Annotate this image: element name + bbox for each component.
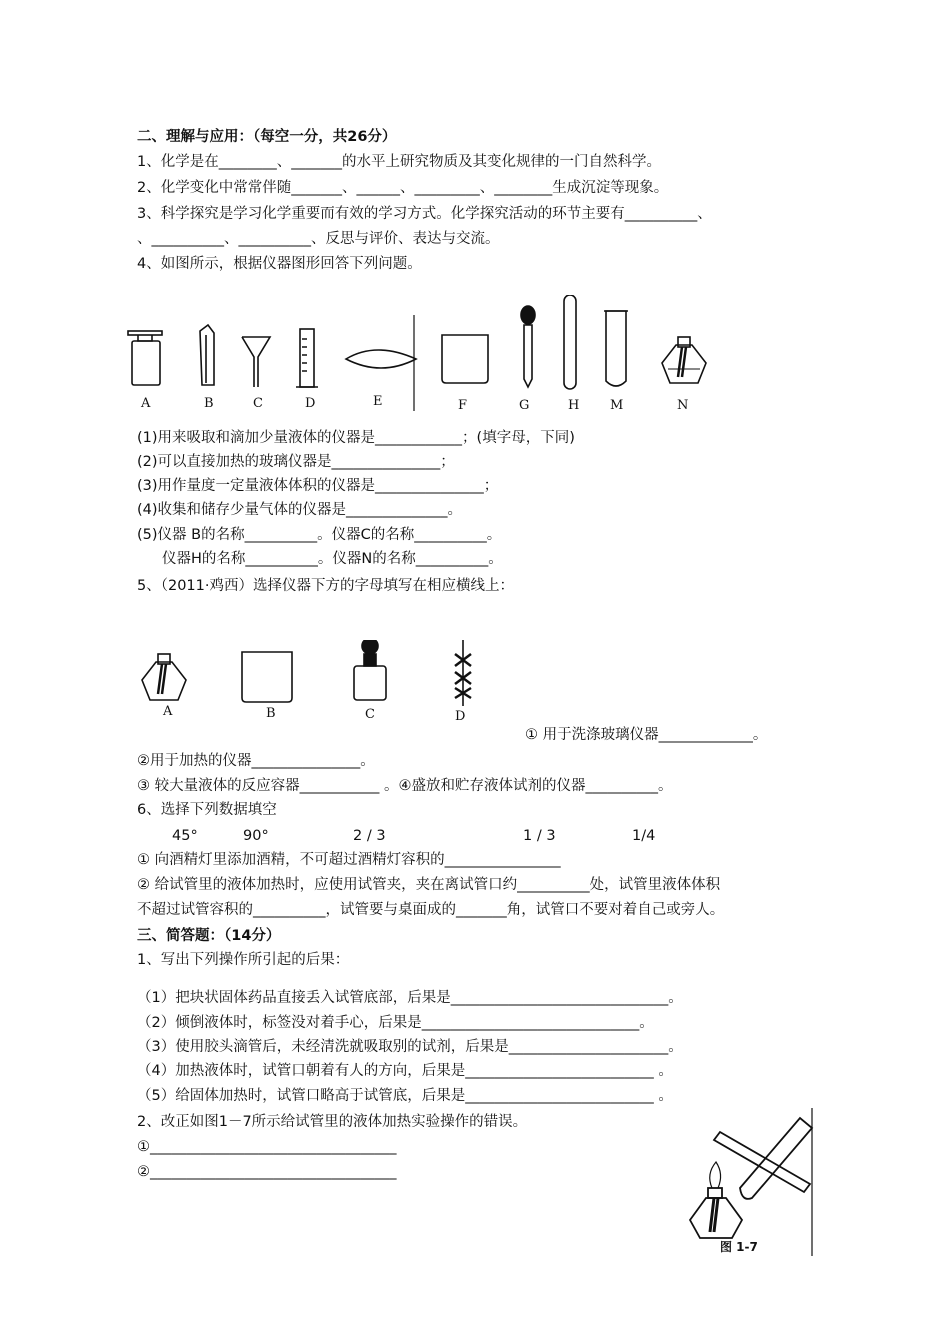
question-2-3a: 3、科学探究是学习化学重要而有效的学习方式。化学探究活动的环节主要有__________、 xyxy=(137,206,712,222)
evaporating-dish-icon xyxy=(346,350,416,368)
alcohol-lamp-icon xyxy=(690,1162,742,1238)
question-3-1-4: （4）加热液体时，试管口朝着有人的方向，后果是__________________________ 。 xyxy=(137,1063,673,1079)
q4-label-b: B xyxy=(204,396,214,411)
question-2-6-2a: ② 给试管里的液体加热时，应使用试管夹，夹在离试管口约__________处，试管里液体体积 xyxy=(137,877,721,893)
tilted-test-tube-icon xyxy=(740,1118,812,1199)
q4-label-a: A xyxy=(141,396,151,411)
question-3-2-1: ①__________________________________ xyxy=(137,1139,397,1155)
q5-label-d: D xyxy=(455,709,466,724)
section3-heading: 三、简答题：（14分） xyxy=(137,928,281,944)
question-2-5-1: ① 用于洗涤玻璃仪器_____________。 xyxy=(525,727,768,743)
q4-label-f: F xyxy=(458,398,468,413)
question-3-1-1: （1）把块状固体药品直接丢入试管底部，后果是______________________________。 xyxy=(137,990,683,1006)
alcohol-lamp-icon xyxy=(662,337,706,383)
beaker-icon xyxy=(442,335,488,383)
q6-option-2: 90° xyxy=(243,828,269,844)
question-2-5-2: ②用于加热的仪器_______________。 xyxy=(137,753,375,769)
question-2-6-1: ① 向酒精灯里添加酒精，不可超过酒精灯容积的________________ xyxy=(137,852,561,868)
q4-label-e: E xyxy=(373,394,383,409)
beaker-icon xyxy=(242,652,292,702)
glass-tube-icon xyxy=(564,295,576,389)
section2-heading: 二、理解与应用：（每空一分，共26分） xyxy=(137,129,397,145)
question-3-2: 2、改正如图1－7所示给试管里的液体加热实验操作的错误。 xyxy=(137,1114,528,1130)
q4-label-c: C xyxy=(253,396,263,411)
q6-option-5: 1/4 xyxy=(632,828,656,844)
q4-label-n: N xyxy=(677,398,689,413)
question-2-3b: 、__________、__________、反思与评价、表达与交流。 xyxy=(137,231,500,247)
q5-label-c: C xyxy=(365,707,375,722)
question-3-1-3: （3）使用胶头滴管后，未经清洗就吸取别的试剂，后果是______________________。 xyxy=(137,1039,683,1055)
q6-option-3: 2 / 3 xyxy=(353,828,386,844)
question-3-1: 1、写出下列操作所引起的后果： xyxy=(137,952,350,968)
q6-option-4: 1 / 3 xyxy=(523,828,556,844)
question-2-2: 2、化学变化中常常伴随_______、______、_________、________生成沉淀等现象。 xyxy=(137,180,669,196)
q4-label-m: M xyxy=(610,398,624,413)
q5-label-a: A xyxy=(163,704,173,719)
question-2-1: 1、化学是在________、_______的水平上研究物质及其变化规律的一门自然科学。 xyxy=(137,154,661,170)
question-2-4-1: (1)用来吸取和滴加少量液体的仪器是____________；(填字母，下同) xyxy=(137,430,575,446)
q4-label-g: G xyxy=(519,398,530,413)
funnel-icon xyxy=(242,337,270,387)
question-2-6-2b: 不超过试管容积的__________，试管要与桌面成的_______角，试管口不要对着自己或旁人。 xyxy=(137,902,725,918)
dropper-bottle-icon xyxy=(354,640,386,700)
question-2-4-5a: (5)仪器 B的名称__________。仪器C的名称__________。 xyxy=(137,527,502,543)
question-2-4-2: (2)可以直接加热的玻璃仪器是_______________； xyxy=(137,454,455,470)
figure-1-7 xyxy=(680,1108,820,1258)
tube-holder-icon xyxy=(200,325,214,385)
q5-label-b: B xyxy=(266,706,276,721)
question-2-4-3: (3)用作量度一定量液体体积的仪器是_______________； xyxy=(137,478,499,494)
q4-label-d: D xyxy=(305,396,316,411)
graduated-cylinder-icon xyxy=(296,329,318,387)
q6-option-1: 45° xyxy=(172,828,198,844)
q4-label-h: H xyxy=(568,398,580,413)
test-tube-icon xyxy=(604,311,628,386)
question-2-4-5b: 仪器H的名称__________。仪器N的名称__________。 xyxy=(162,551,503,567)
question-2-4: 4、如图所示，根据仪器图形回答下列问题。 xyxy=(137,256,422,272)
q5-apparatus-figure xyxy=(130,640,490,712)
question-2-6: 6、选择下列数据填空 xyxy=(137,802,277,818)
test-tube-brush-icon xyxy=(455,640,471,706)
gas-bottle-icon xyxy=(128,331,162,385)
question-2-5-34: ③ 较大量液体的反应容器___________ 。④盛放和贮存液体试剂的仪器__________。 xyxy=(137,778,673,794)
question-3-1-2: （2）倾倒液体时，标签没对着手心，后果是______________________________。 xyxy=(137,1015,654,1031)
figure-1-7-caption: 图 1-7 xyxy=(720,1240,758,1254)
question-3-2-2: ②__________________________________ xyxy=(137,1164,397,1180)
dropper-icon xyxy=(521,306,535,387)
alcohol-lamp-icon xyxy=(142,654,186,700)
question-3-1-5: （5）给固体加热时，试管口略高于试管底，后果是__________________________ 。 xyxy=(137,1088,673,1104)
question-2-4-4: (4)收集和储存少量气体的仪器是______________。 xyxy=(137,502,463,518)
question-2-5: 5、（2011·鸡西）选择仪器下方的字母填写在相应横线上： xyxy=(137,578,514,594)
